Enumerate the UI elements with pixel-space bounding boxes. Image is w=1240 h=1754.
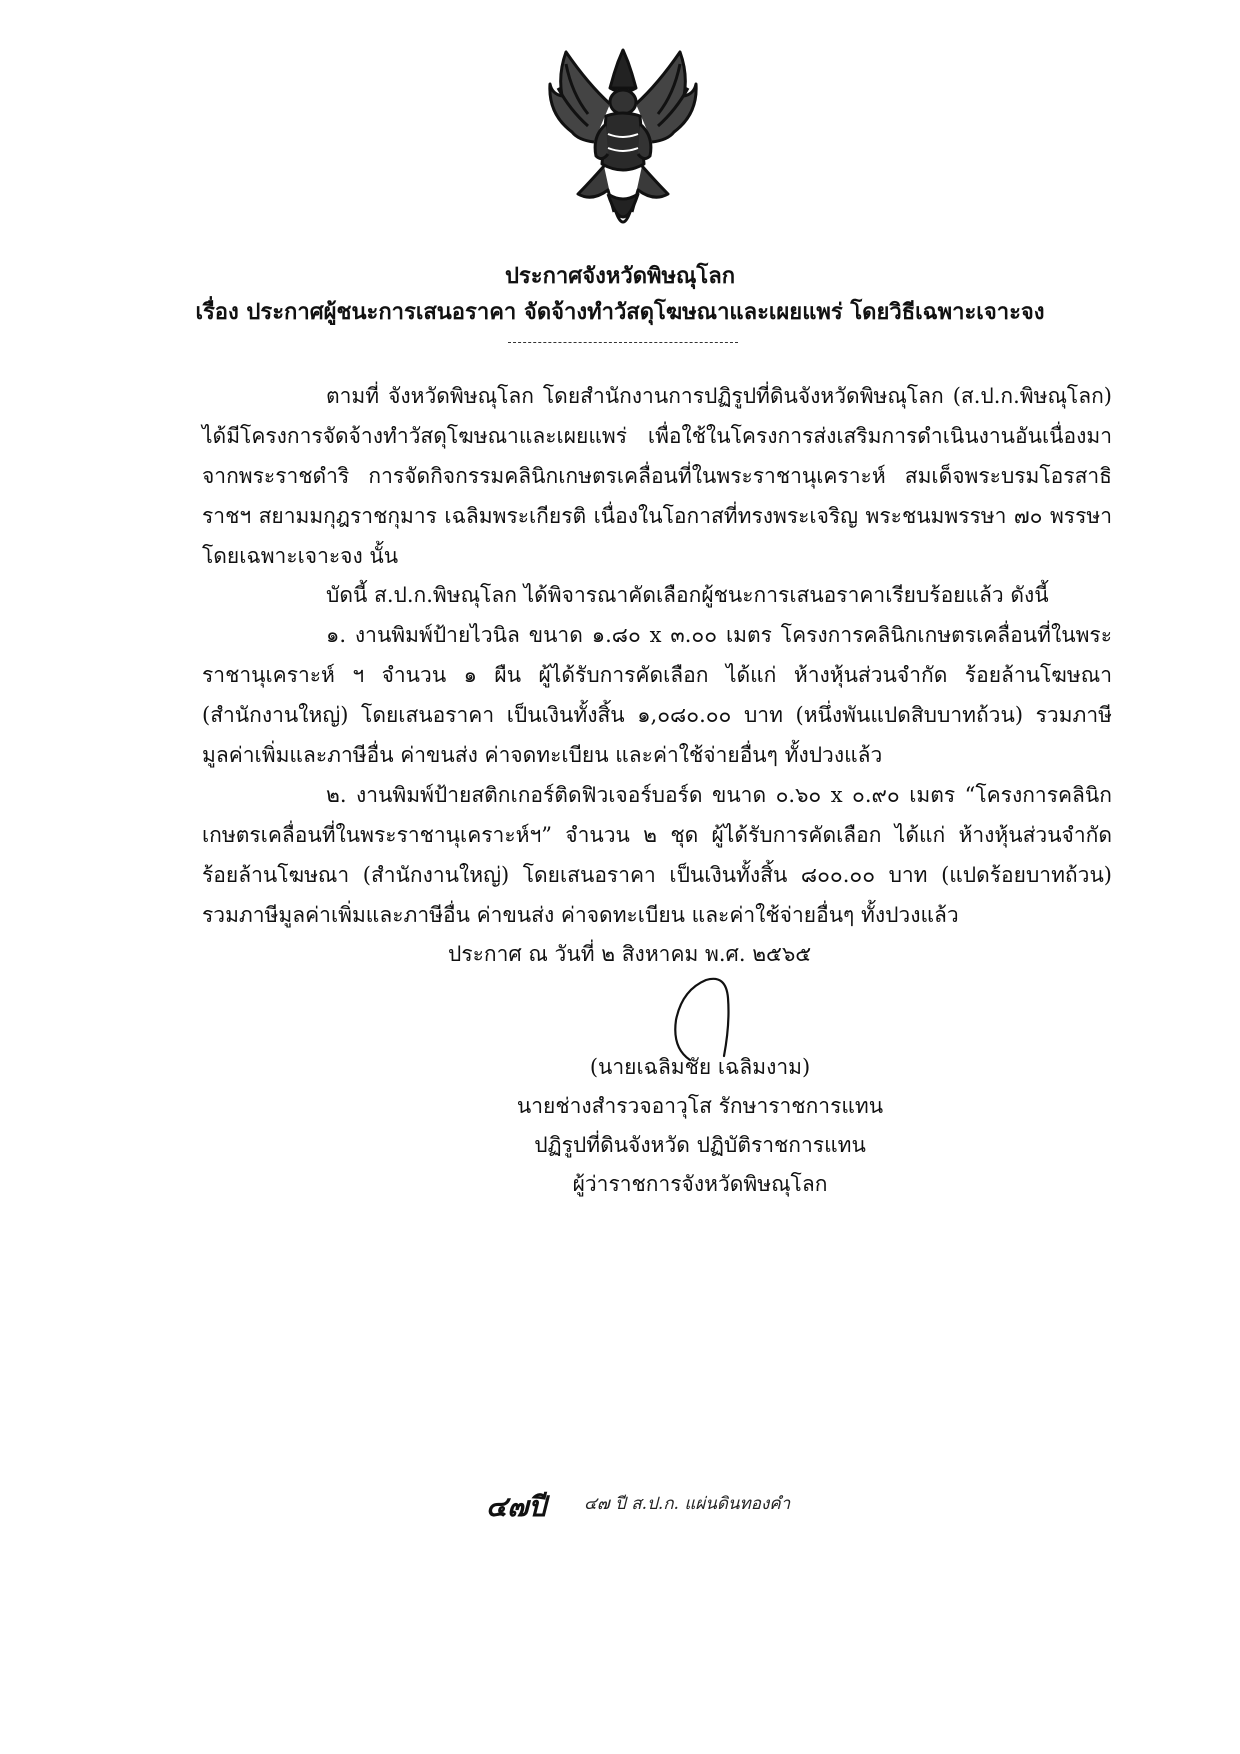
divider: [508, 342, 738, 343]
anniversary-logo-text: ๔๗ปี: [486, 1490, 547, 1523]
signer-position-1: นายช่างสำรวจอาวุโส รักษาราชการแทน: [516, 1094, 884, 1118]
signer-position-2: ปฏิรูปที่ดินจังหวัด ปฏิบัติราชการแทน: [534, 1133, 866, 1157]
announcement-date: ประกาศ ณ วันที่ ๒ สิงหาคม พ.ศ. ๒๕๖๕: [448, 942, 812, 966]
paragraph-1: ตามที่ จังหวัดพิษณุโลก โดยสำนักงานการปฏิรูปที่ดินจังหวัดพิษณุโลก (ส.ป.ก.พิษณุโลก) ได้มีโครงการจัดจ้างทำวัสดุโฆษณาและเผยแพร่ เพื่อใช้ในโครงการส่งเสริมการดำเนินงานอันเนื่องมาจากพระราชดำริ การจัดกิจกรรมคลินิกเกษตรเคลื่อนที่ในพระราชานุเคราะห์ สมเด็จพระบรมโอรสาธิราชฯ สยามมกุฎราชกุมาร เฉลิมพระเกียรติ เนื่องในโอกาสที่ทรงพระเจริญ พระชนมพรรษา ๗๐ พรรษา โดยเฉพาะเจาะจง นั้น: [202, 384, 1112, 568]
signer-position-3: ผู้ว่าราชการจังหวัดพิษณุโลก: [572, 1172, 828, 1196]
footer-text: ๔๗ ปี ส.ป.ก. แผ่นดินทองคำ: [584, 1494, 791, 1514]
signer-name: (นายเฉลิมชัย เฉลิมงาม): [589, 1055, 811, 1079]
item-1: ๑. งานพิมพ์ป้ายไวนิล ขนาด ๑.๘๐ x ๓.๐๐ เมตร โครงการคลินิกเกษตรเคลื่อนที่ในพระราชานุเคราะห์ ฯ จำนวน ๑ ผืน ผู้ได้รับการคัดเลือก ได้แก่ ห้างหุ้นส่วนจำกัด ร้อยล้านโฆษณา (สำนักงานใหญ่) โดยเสนอราคา เป็นเงินทั้งสิ้น ๑,๐๘๐.๐๐ บาท (หนึ่งพันแปดสิบบาทถ้วน) รวมภาษีมูลค่าเพิ่มและภาษีอื่น ค่าขนส่ง ค่าจดทะเบียน และค่าใช้จ่ายอื่นๆ ทั้งปวงแล้ว: [202, 623, 1112, 767]
document-title: ประกาศจังหวัดพิษณุโลก: [504, 263, 736, 289]
anniversary-logo-icon: [484, 1486, 572, 1526]
signature-block: [500, 1048, 900, 1204]
garuda-emblem-icon: [548, 44, 698, 240]
item-2: ๒. งานพิมพ์ป้ายสติกเกอร์ติดฟิวเจอร์บอร์ด ขนาด ๐.๖๐ x ๐.๙๐ เมตร “โครงการคลินิกเกษตรเคลื่อนที่ในพระราชานุเคราะห์ฯ” จำนวน ๒ ชุด ผู้ได้รับการคัดเลือก ได้แก่ ห้างหุ้นส่วนจำกัด ร้อยล้านโฆษณา (สำนักงานใหญ่) โดยเสนอราคา เป็นเงินทั้งสิ้น ๘๐๐.๐๐ บาท (แปดร้อยบาทถ้วน) รวมภาษีมูลค่าเพิ่มและภาษีอื่น ค่าขนส่ง ค่าจดทะเบียน และค่าใช้จ่ายอื่นๆ ทั้งปวงแล้ว: [202, 783, 1112, 927]
document-subject: เรื่อง ประกาศผู้ชนะการเสนอราคา จัดจ้างทำวัสดุโฆษณาและเผยแพร่ โดยวิธีเฉพาะเจาะจง: [195, 299, 1045, 325]
paragraph-2: บัดนี้ ส.ป.ก.พิษณุโลก ได้พิจารณาคัดเลือกผู้ชนะการเสนอราคาเรียบร้อยแล้ว ดังนี้: [326, 583, 1049, 607]
